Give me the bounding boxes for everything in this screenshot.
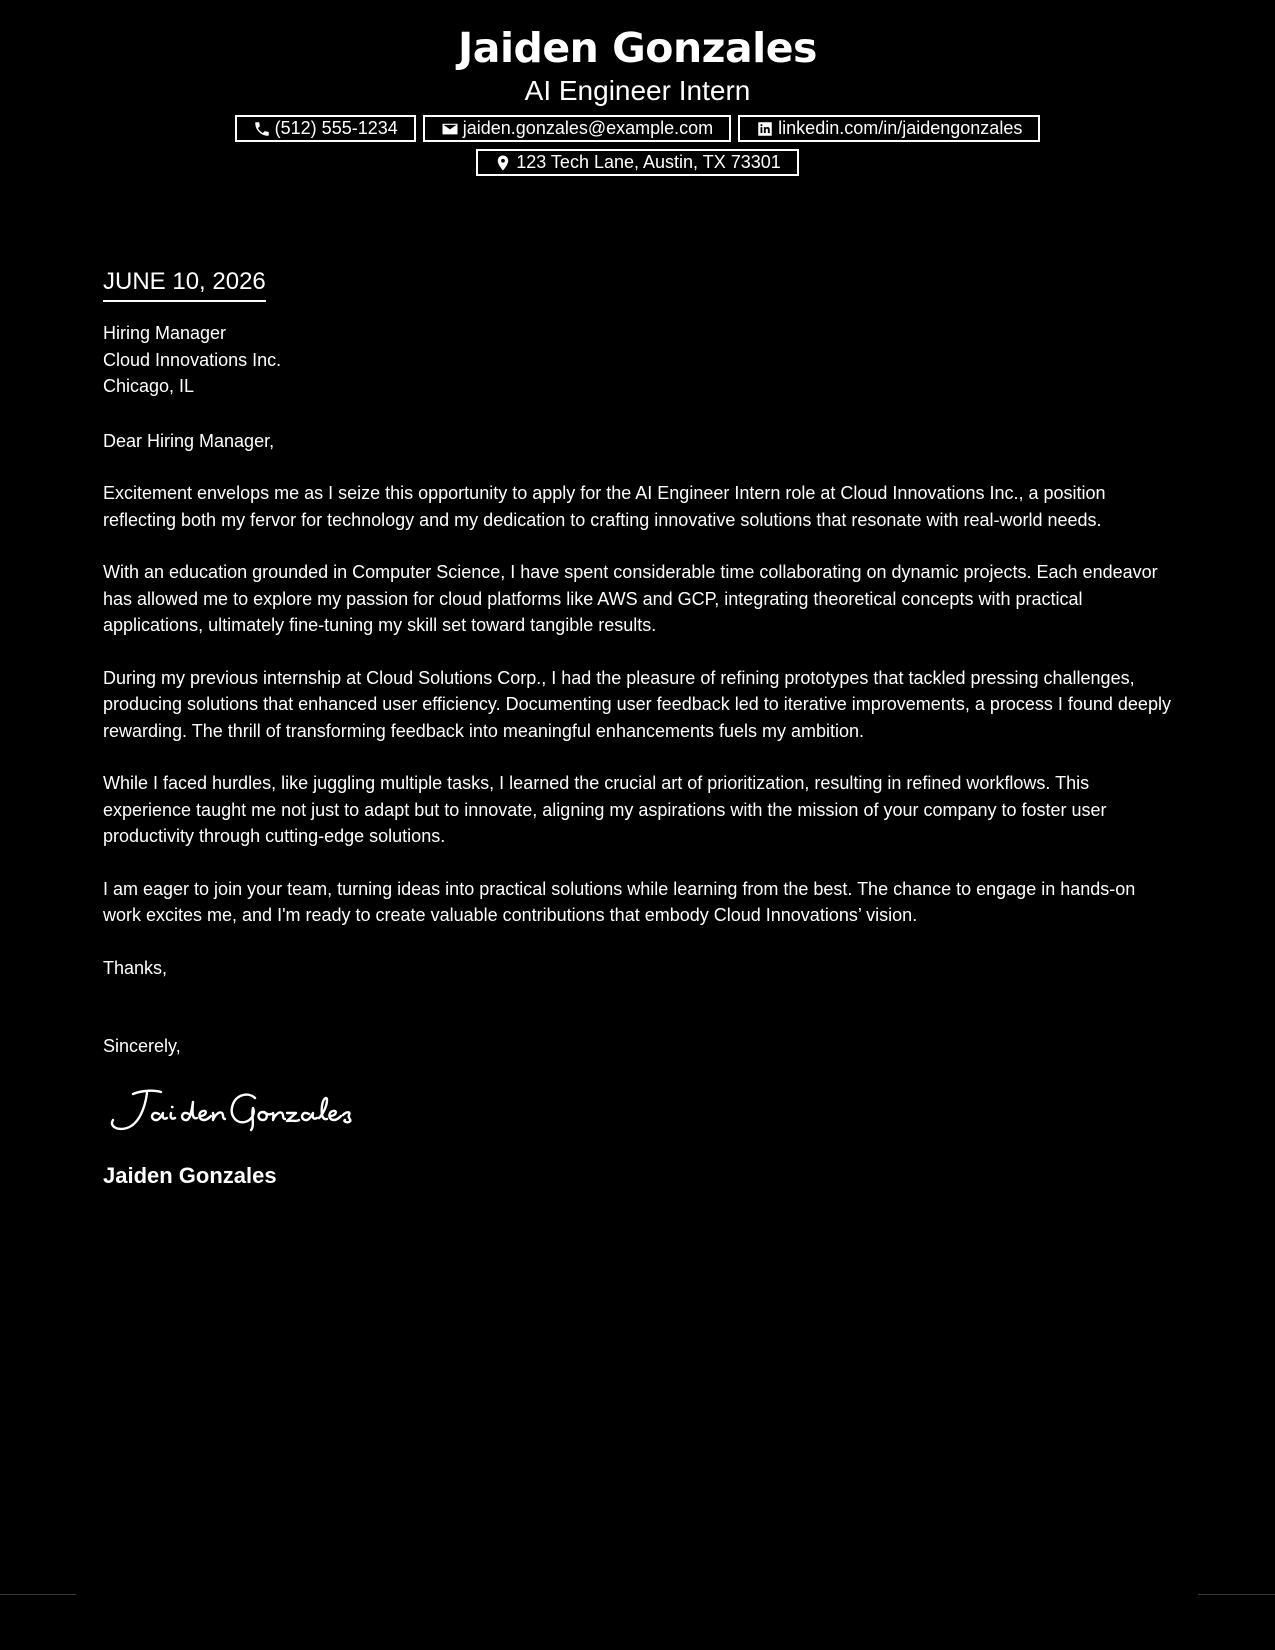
letter-header bbox=[0, 22, 1275, 176]
closing-line: Sincerely, bbox=[103, 1036, 181, 1056]
address-chip[interactable] bbox=[476, 149, 799, 176]
body-paragraph: During my previous internship at Cloud Solutions Corp., I had the pleasure of refining prototypes that tackled pressing challenges, producing solutions that enhanced user efficiency. Documenting user feedback led to iterative improvements, a process I found deeply rewarding. The thrill of transforming feedback into meaningful enhancements fuels my ambition. bbox=[103, 667, 1171, 741]
envelope-icon bbox=[441, 120, 459, 138]
email-text: jaiden.gonzales@example.com bbox=[462, 118, 714, 138]
address-text: 123 Tech Lane, Austin, TX 73301 bbox=[516, 152, 781, 172]
linkedin-icon bbox=[756, 120, 774, 138]
signer-name: Jaiden Gonzales bbox=[103, 1163, 277, 1188]
phone-icon bbox=[253, 120, 271, 138]
linkedin-chip[interactable] bbox=[738, 115, 1040, 142]
letter-date: JUNE 10, 2026 bbox=[103, 266, 266, 302]
handwritten-signature bbox=[103, 1080, 363, 1140]
phone-chip[interactable] bbox=[235, 115, 416, 142]
recipient-block bbox=[103, 320, 1173, 400]
applicant-title: AI Engineer Intern bbox=[524, 75, 751, 106]
recipient-line: Hiring Manager bbox=[103, 323, 227, 343]
contact-row bbox=[0, 115, 1275, 142]
applicant-name: Jaiden Gonzales bbox=[458, 24, 817, 72]
map-marker-icon bbox=[494, 154, 512, 172]
thanks-line: Thanks, bbox=[103, 957, 168, 978]
body-paragraph: While I faced hurdles, like juggling multiple tasks, I learned the crucial art of prioritization, resulting in refined workflows. This experience taught me not just to adapt but to innovate, aligning my aspirations with the mission of your company to foster user productivity through cutting-edge solutions. bbox=[103, 773, 1107, 846]
body-paragraph: I am eager to join your team, turning ideas into practical solutions while learning from the best. The chance to engage in hands-on work excites me, and I'm ready to create valuable contributions that embody Cloud Innovations’ vision. bbox=[103, 878, 1136, 925]
email-chip[interactable] bbox=[423, 115, 731, 142]
letter-body bbox=[103, 266, 1173, 1191]
recipient-line: Chicago, IL bbox=[103, 376, 195, 396]
phone-text: (512) 555-1234 bbox=[274, 118, 398, 138]
linkedin-text: linkedin.com/in/jaidengonzales bbox=[778, 118, 1023, 138]
footer-line-right bbox=[1198, 1594, 1275, 1595]
footer-line-left bbox=[0, 1594, 76, 1595]
recipient-line: Cloud Innovations Inc. bbox=[103, 349, 282, 370]
body-paragraph: With an education grounded in Computer Science, I have spent considerable time collaborating on dynamic projects. Each endeavor has allowed me to explore my passion for cloud platforms like AWS and GCP, integrating theoretical concepts with practical applications, ultimately fine-tuning my skill set toward tangible results. bbox=[103, 562, 1158, 635]
contact-row-address bbox=[0, 149, 1275, 176]
body-paragraph: Excitement envelops me as I seize this opportunity to apply for the AI Engineer Intern role at Cloud Innovations Inc., a position reflecting both my fervor for technology and my dedication to crafting innovative solutions that resonate with real-world needs. bbox=[103, 483, 1106, 530]
salutation: Dear Hiring Manager, bbox=[103, 430, 275, 451]
